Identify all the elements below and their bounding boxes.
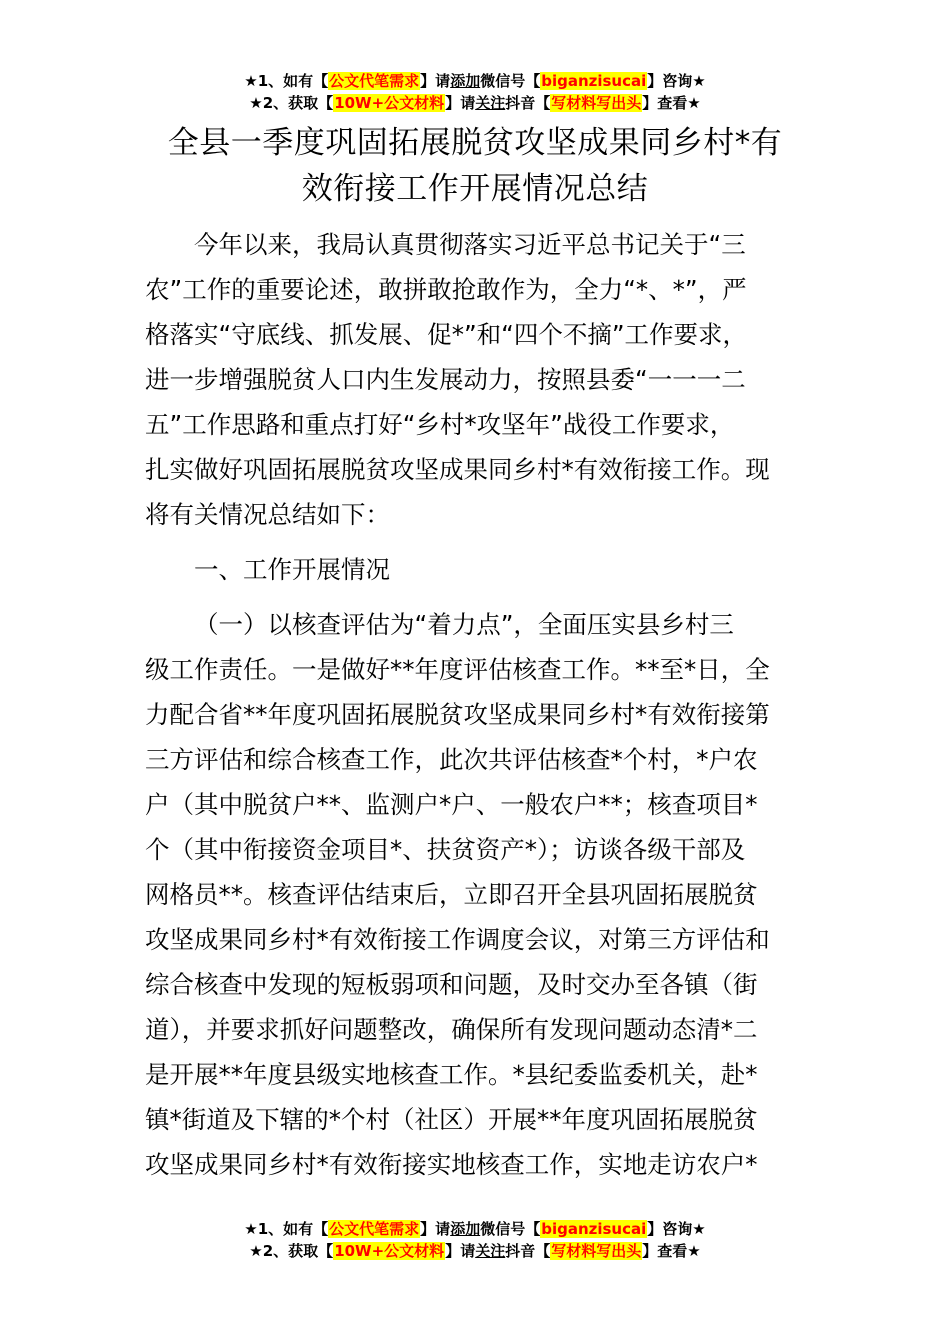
text-line: 攻坚成果同乡村*有效衔接工作调度会议，对第三方评估和 — [145, 925, 770, 954]
promo-text: 】请 — [420, 1220, 451, 1238]
promo-line-1 — [0, 1218, 950, 1240]
promo-text: 】请 — [420, 72, 451, 90]
text-line: 级工作责任。一是做好**年度评估核查工作。**至*日，全 — [145, 655, 770, 684]
promo-highlight: 写材料写出头 — [551, 94, 642, 112]
promo-text: 】咨询★ — [647, 1220, 706, 1238]
promo-highlight: biganzisucai — [541, 72, 647, 90]
promo-highlight: 10W+公文材料 — [334, 1242, 445, 1260]
promo-underlined-text: 添加 — [450, 72, 481, 90]
promo-underlined-text: 关注 — [475, 1242, 506, 1260]
document-body — [145, 222, 835, 1187]
promo-highlight: 10W+公文材料 — [334, 94, 445, 112]
text-line: 综合核查中发现的短板弱项和问题，及时交办至各镇（街 — [145, 970, 758, 999]
text-line: 镇*街道及下辖的*个村（社区）开展**年度巩固拓展脱贫 — [145, 1105, 758, 1134]
promo-text: 微信号【 — [480, 1220, 541, 1238]
text-line: （一）以核查评估为“着力点”，全面压实县乡村三 — [194, 610, 734, 639]
text-line: 扎实做好巩固拓展脱贫攻坚成果同乡村*有效衔接工作。现 — [145, 455, 770, 484]
section-heading: 一、工作开展情况 — [194, 555, 390, 584]
text-line: 格落实“守底线、抓发展、促*”和“四个不摘”工作要求， — [145, 320, 748, 349]
title-line: 效衔接工作开展情况总结 — [301, 171, 649, 207]
section-paragraph — [145, 602, 835, 1187]
text-line: 道），并要求抓好问题整改，确保所有发现问题动态清*二 — [145, 1015, 758, 1044]
intro-paragraph — [145, 222, 835, 537]
promo-line-2 — [0, 1240, 950, 1262]
promo-text: 】查看★ — [642, 1242, 701, 1260]
text-line: 今年以来，我局认真贯彻落实习近平总书记关于“三 — [194, 230, 746, 259]
promo-highlight: 公文代笔需求 — [329, 1220, 420, 1238]
text-line: 农”工作的重要论述，敢拼敢抢敢作为，全力“*、*”，严 — [145, 275, 747, 304]
promo-text: 】请 — [445, 94, 476, 112]
text-line: 进一步增强脱贫人口内生发展动力，按照县委“一一一二 — [145, 365, 746, 394]
promo-text: ★2、获取【 — [249, 94, 334, 112]
promo-banner-bottom — [0, 1218, 950, 1262]
promo-text: 】咨询★ — [647, 72, 706, 90]
promo-text: ★1、如有【 — [244, 1220, 329, 1238]
promo-line-2 — [0, 92, 950, 114]
promo-highlight: biganzisucai — [541, 1220, 647, 1238]
promo-text: 微信号【 — [480, 72, 541, 90]
promo-underlined-text: 添加 — [450, 1220, 481, 1238]
text-line: 是开展**年度县级实地核查工作。*县纪委监委机关，赴* — [145, 1060, 758, 1089]
promo-text: ★1、如有【 — [244, 72, 329, 90]
promo-highlight: 写材料写出头 — [551, 1242, 642, 1260]
text-line: 力配合省**年度巩固拓展脱贫攻坚成果同乡村*有效衔接第 — [145, 700, 770, 729]
text-line: 将有关情况总结如下： — [145, 500, 390, 529]
promo-text: 】请 — [445, 1242, 476, 1260]
text-line: 三方评估和综合核查工作，此次共评估核查*个村，*户农 — [145, 745, 758, 774]
promo-banner-top — [0, 70, 950, 114]
promo-text: ★2、获取【 — [249, 1242, 334, 1260]
text-line: 户（其中脱贫户**、监测户*户、一般农户**；核查项目* — [145, 790, 758, 819]
text-line: 五”工作思路和重点打好“乡村*攻坚年”战役工作要求， — [145, 410, 735, 439]
promo-text: 抖音【 — [505, 1242, 551, 1260]
text-line: 网格员**。核查评估结束后，立即召开全县巩固拓展脱贫 — [145, 880, 758, 909]
title-line: 全县一季度巩固拓展脱贫攻坚成果同乡村*有 — [167, 125, 783, 161]
promo-highlight: 公文代笔需求 — [329, 72, 420, 90]
promo-text: 抖音【 — [505, 94, 551, 112]
promo-text: 】查看★ — [642, 94, 701, 112]
document-title — [60, 120, 890, 212]
text-line: 攻坚成果同乡村*有效衔接实地核查工作，实地走访农户* — [145, 1150, 758, 1179]
promo-underlined-text: 关注 — [475, 94, 506, 112]
text-line: 个（其中衔接资金项目*、扶贫资产*）；访谈各级干部及 — [145, 835, 746, 864]
promo-line-1 — [0, 70, 950, 92]
